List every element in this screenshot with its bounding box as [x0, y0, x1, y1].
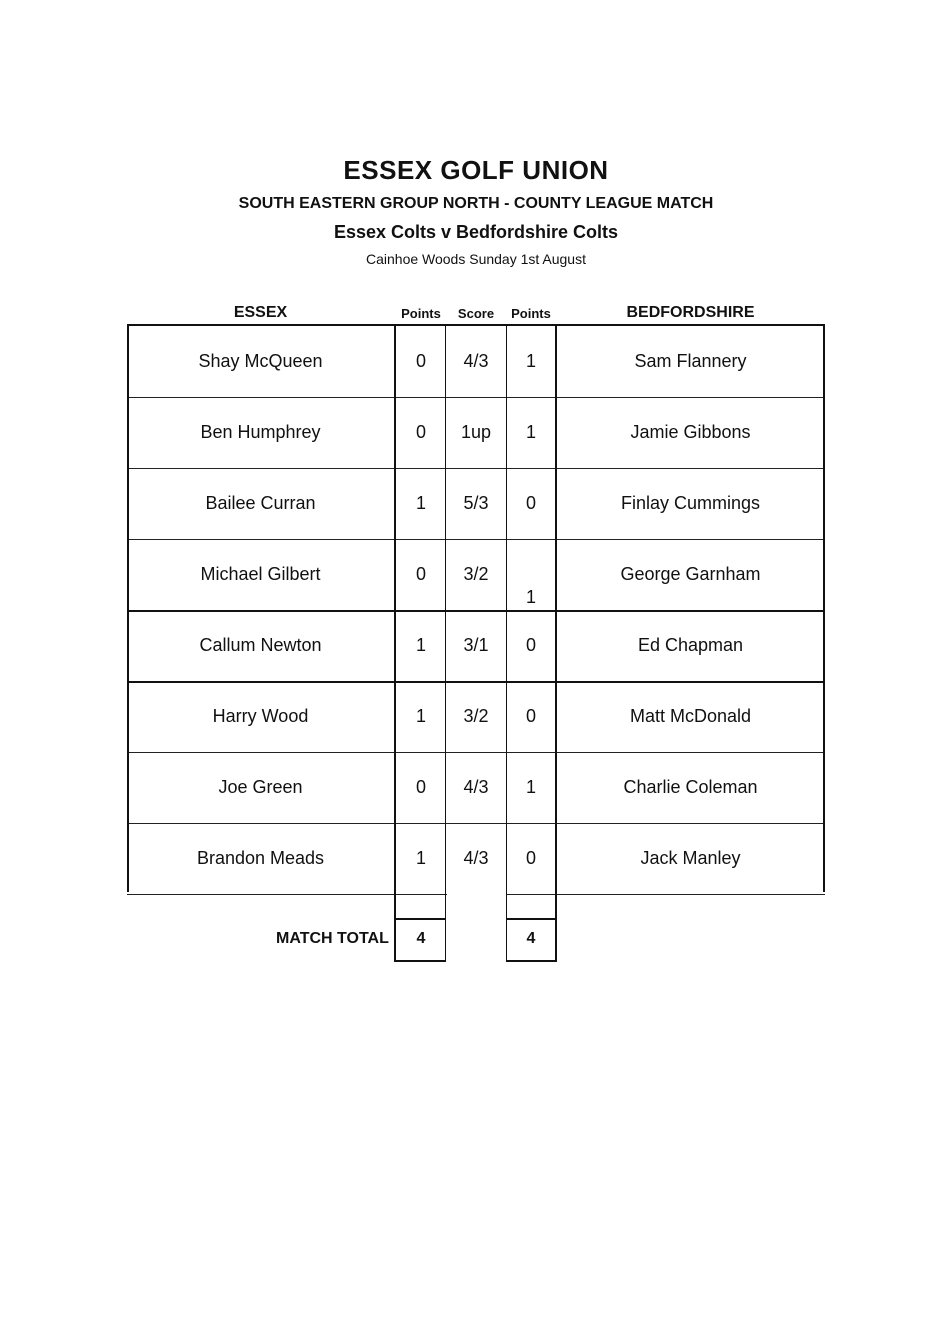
page-title: ESSEX GOLF UNION — [343, 155, 609, 185]
essex-points: 1 — [415, 848, 426, 868]
essex-player: Callum Newton — [199, 635, 322, 655]
table-row — [127, 468, 825, 540]
column-header-bedfordshire: BEDFORDSHIRE — [626, 304, 755, 321]
totals-line-top-beds — [506, 918, 556, 920]
table-border-left — [127, 324, 129, 892]
beds-player: Sam Flannery — [634, 351, 747, 371]
beds-player: Matt McDonald — [629, 706, 752, 726]
beds-points: 1 — [525, 351, 536, 371]
beds-points: 1 — [525, 777, 536, 797]
totals-line-top-essex — [395, 918, 446, 920]
essex-points: 0 — [415, 564, 426, 584]
beds-player: Jamie Gibbons — [630, 422, 751, 442]
table-row — [127, 539, 825, 612]
essex-points: 0 — [415, 777, 426, 797]
table-row — [127, 681, 825, 753]
beds-player: Jack Manley — [640, 848, 741, 868]
beds-points: 0 — [525, 493, 536, 513]
essex-player: Brandon Meads — [196, 848, 325, 868]
match-score: 4/3 — [463, 777, 489, 797]
column-divider-beds — [555, 324, 557, 962]
beds-points: 0 — [525, 635, 536, 655]
column-divider-points — [445, 324, 446, 962]
essex-points: 0 — [415, 422, 426, 442]
essex-player: Joe Green — [218, 777, 303, 797]
beds-player: George Garnham — [620, 564, 761, 584]
match-score: 3/2 — [463, 564, 489, 584]
totals-line-bottom-essex — [395, 960, 446, 962]
table-row — [127, 823, 825, 895]
essex-player: Michael Gilbert — [200, 564, 321, 584]
essex-points: 1 — [415, 635, 426, 655]
column-header-essex: ESSEX — [233, 304, 288, 321]
match-score: 4/3 — [463, 848, 489, 868]
match-score: 1up — [460, 422, 492, 442]
essex-player: Bailee Curran — [205, 493, 316, 513]
beds-player: Ed Chapman — [637, 635, 744, 655]
totals-gap-mask — [447, 893, 506, 962]
beds-points: 1 — [525, 587, 536, 607]
essex-player: Ben Humphrey — [200, 422, 321, 442]
match-total-label: MATCH TOTAL — [276, 930, 389, 947]
beds-player: Finlay Cummings — [620, 493, 761, 513]
totals-line-bottom-beds — [506, 960, 556, 962]
essex-points: 0 — [415, 351, 426, 371]
beds-points: 1 — [525, 422, 536, 442]
essex-points: 1 — [415, 493, 426, 513]
column-header-essex-points: Points — [401, 306, 441, 321]
table-row — [127, 610, 825, 683]
match-score: 4/3 — [463, 351, 489, 371]
essex-player: Harry Wood — [212, 706, 309, 726]
venue-date: Cainhoe Woods Sunday 1st August — [365, 251, 586, 267]
column-header-score: Score — [457, 306, 495, 321]
essex-player: Shay McQueen — [198, 351, 323, 371]
results-table — [127, 324, 825, 894]
match-score: 3/1 — [463, 635, 489, 655]
beds-points: 0 — [525, 706, 536, 726]
match-score: 5/3 — [463, 493, 489, 513]
beds-player: Charlie Coleman — [623, 777, 758, 797]
column-header-beds-points: Points — [511, 306, 551, 321]
table-row — [127, 752, 825, 824]
table-row — [127, 397, 825, 469]
beds-total: 4 — [526, 930, 536, 947]
match-name: Essex Colts v Bedfordshire Colts — [333, 222, 619, 242]
column-divider-essex — [394, 324, 396, 962]
beds-points: 0 — [525, 848, 536, 868]
column-divider-score — [506, 324, 507, 962]
page-subtitle: SOUTH EASTERN GROUP NORTH - COUNTY LEAGUE MATCH — [238, 195, 714, 212]
table-border-right — [823, 324, 825, 892]
essex-total: 4 — [416, 930, 426, 947]
match-score: 3/2 — [463, 706, 489, 726]
essex-points: 1 — [415, 706, 426, 726]
table-row — [127, 326, 825, 398]
